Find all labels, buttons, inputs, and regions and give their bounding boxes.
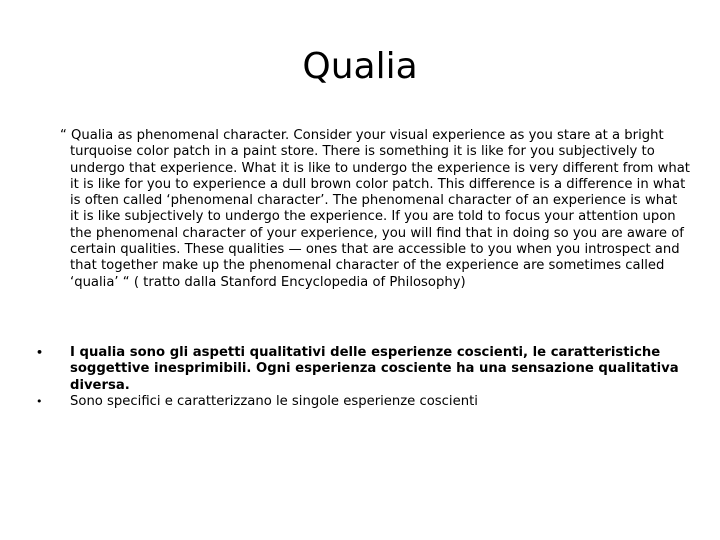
bullet-list <box>36 345 686 410</box>
slide-title: Qualia <box>302 46 418 87</box>
quote-paragraph: “ Qualia as phenomenal character. Consider your visual experience as you stare at a bright turquoise color patch in a paint store. There is something it is like for you subjectively to undergo that experience. What it is like to undergo the experience is very different from what it is like for you to experience a dull brown color patch. This difference is a difference in what is often called ‘phenomenal character’. The phenomenal character of an experience is what it is like subjectively to undergo the experience. If you are told to focus your attention upon the phenomenal character of your experience, you will find that in doing so you are aware of certain qualities. These qualities — ones that are accessible to you when you introspect and that together make up the phenomenal character of the experience are sometimes called ‘qualia’ “ ( tratto dalla Stanford Encyclopedia of Philosophy) <box>60 128 690 290</box>
bullet-text: I qualia sono gli aspetti qualitativi delle esperienze coscienti, le caratteristiche soggettive inesprimibili. Ogni esperienza cosciente ha una sensazione qualitativa diversa. <box>70 345 679 393</box>
bullet-item <box>36 345 686 394</box>
bullet-item <box>36 394 686 410</box>
bullet-marker: • <box>36 394 43 408</box>
bullet-text: Sono specifici e caratterizzano le singole esperienze coscienti <box>70 393 478 409</box>
bullet-marker: • <box>36 346 44 359</box>
